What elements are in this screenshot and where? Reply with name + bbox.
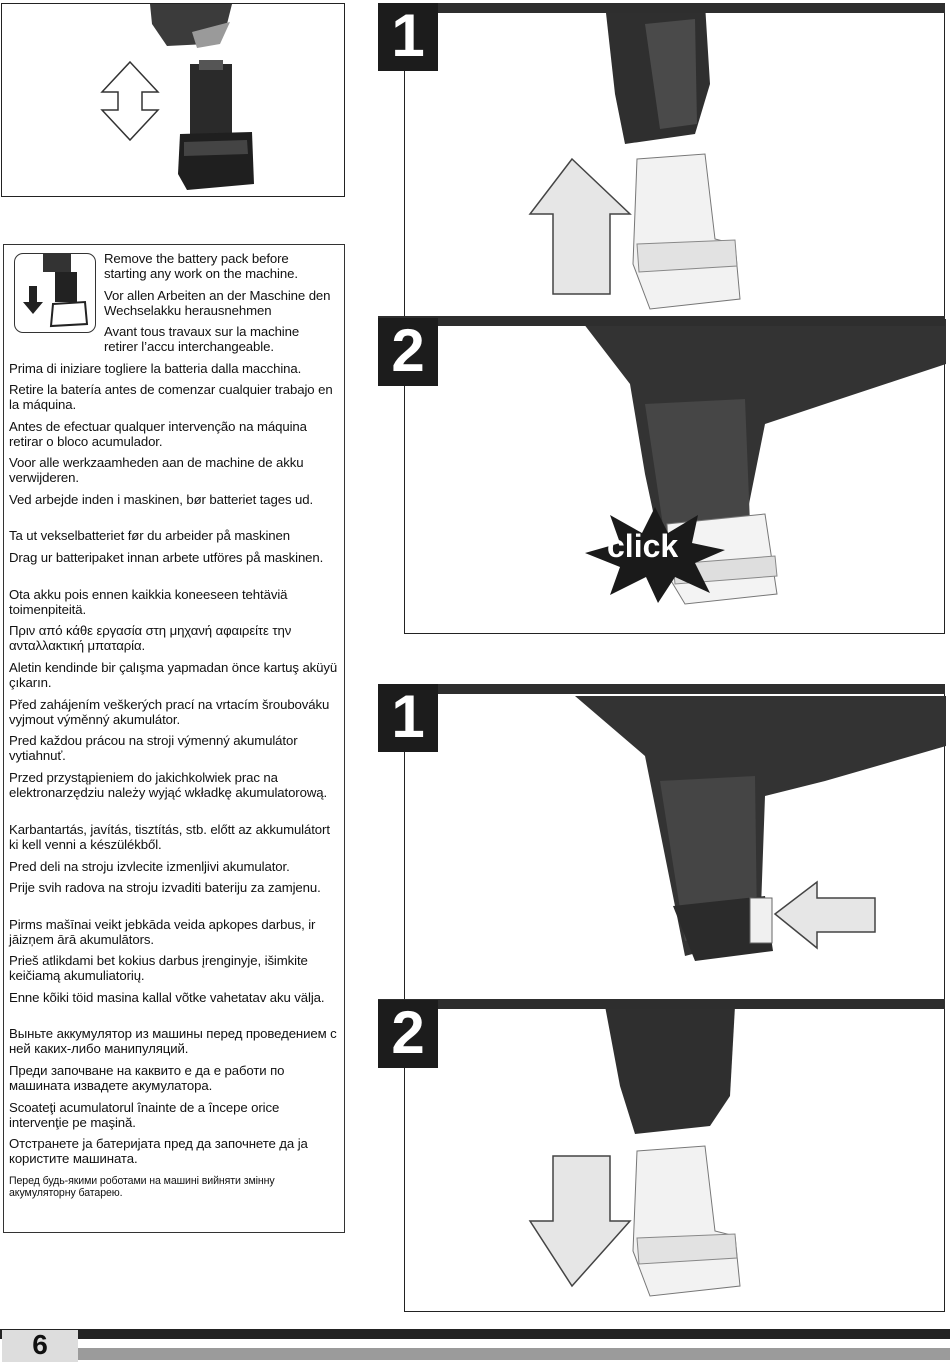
instruction-hu: Karbantartás, javítás, tisztítás, stb. előtt az akkumulátort ki kell venni a készülékből.	[9, 822, 330, 852]
instruction-pl: Przed przystąpieniem do jakichkolwiek prac na elektronarzędziu należy wyjąć wkładkę akumulatorową.	[9, 770, 328, 800]
instruction-et: Enne kõiki töid masina kallal võtke vahetatav aku välja.	[9, 990, 325, 1005]
instruction-cs: Před zahájením veškerých prací na vrtacím šroubováku vyjmout výměnný akumulátor.	[9, 697, 330, 727]
instruction-ru: Выньте аккумулятор из машины перед проведением с ней каких-либо манипуляций.	[9, 1026, 337, 1056]
instruction-lv: Pirms mašīnai veikt jebkāda veida apkopes darbus, ir jāizņem ārā akumulātors.	[9, 917, 316, 947]
instruction-uk: Перед будь-якими роботами на машині вийняти змінну акумуляторну батарею.	[9, 1175, 275, 1199]
instruction-fr: Avant tous travaux sur la machine retirer l’accu interchangeable.	[104, 324, 300, 354]
step-bar-top-2	[378, 316, 945, 326]
step-number-bottom-1: 1	[378, 684, 438, 752]
instruction-lt: Prieš atlikdami bet kokius darbus įrenginyje, išimkite keičiamą akumuliatorių.	[9, 953, 308, 983]
instruction-fi: Ota akku pois ennen kaikkia koneeseen tehtäviä toimenpiteitä.	[9, 587, 288, 617]
remove-battery-warning-icon	[14, 253, 96, 333]
battery-removal-illustration-box	[1, 3, 345, 197]
instruction-it: Prima di iniziare togliere la batteria dalla macchina.	[9, 361, 302, 376]
instruction-sl: Pred deli na stroju izvlecite izmenljivi akumulator.	[9, 859, 290, 874]
step-bar-bottom-1	[378, 684, 945, 694]
instruction-da: Ved arbejde inden i maskinen, bør batteriet tages ud.	[9, 492, 314, 507]
instruction-pt: Antes de efectuar qualquer intervenção na máquina retirar o bloco acumulador.	[9, 419, 307, 449]
instruction-no: Ta ut vekselbatteriet før du arbeider på maskinen	[9, 528, 290, 543]
instruction-en: Remove the battery pack before starting any work on the machine.	[104, 251, 298, 281]
battery-detach-illustration	[2, 4, 346, 198]
instruction-hr: Prije svih radova na stroju izvaditi bateriju za zamjenu.	[9, 880, 321, 895]
instruction-es: Retire la batería antes de comenzar cualquier trabajo en la máquina.	[9, 382, 333, 412]
instruction-de: Vor allen Arbeiten an der Maschine den Wechselakku herausnehmen	[104, 288, 331, 318]
step-number-top-1: 1	[378, 3, 438, 71]
instruction-nl: Voor alle werkzaamheden aan de machine de akku verwijderen.	[9, 455, 304, 485]
step-bar-bottom-2	[378, 999, 945, 1009]
step-number-bottom-2: 2	[378, 1000, 438, 1068]
step-bar-top-1	[378, 3, 945, 13]
footer-bar	[0, 1329, 950, 1339]
instruction-sv: Drag ur batteripaket innan arbete utföres på maskinen.	[9, 550, 324, 565]
instruction-ro: Scoateţi acumulatorul înainte de a începe orice intervenţie pe maşină.	[9, 1100, 280, 1130]
page-number: 6	[2, 1330, 78, 1362]
instruction-sk: Pred každou prácou na stroji výmenný akumulátor vytiahnuť.	[9, 733, 298, 763]
footer-gray-band	[78, 1348, 950, 1360]
instruction-tr: Aletin kendinde bir çalışma yapmadan önce kartuş aküyü çıkarın.	[9, 660, 338, 690]
instruction-mk: Отстранете ја батеријата пред да започнете да ја користите машината.	[9, 1136, 308, 1166]
instruction-bg: Преди започване на каквито е да е работи по машината извадете акумулатора.	[9, 1063, 285, 1093]
instruction-el: Πριν από κάθε εργασία στη μηχανή αφαιρείτε την ανταλλακτική μπαταρία.	[9, 623, 292, 653]
click-label: click	[607, 528, 679, 564]
step-number-top-2: 2	[378, 318, 438, 386]
